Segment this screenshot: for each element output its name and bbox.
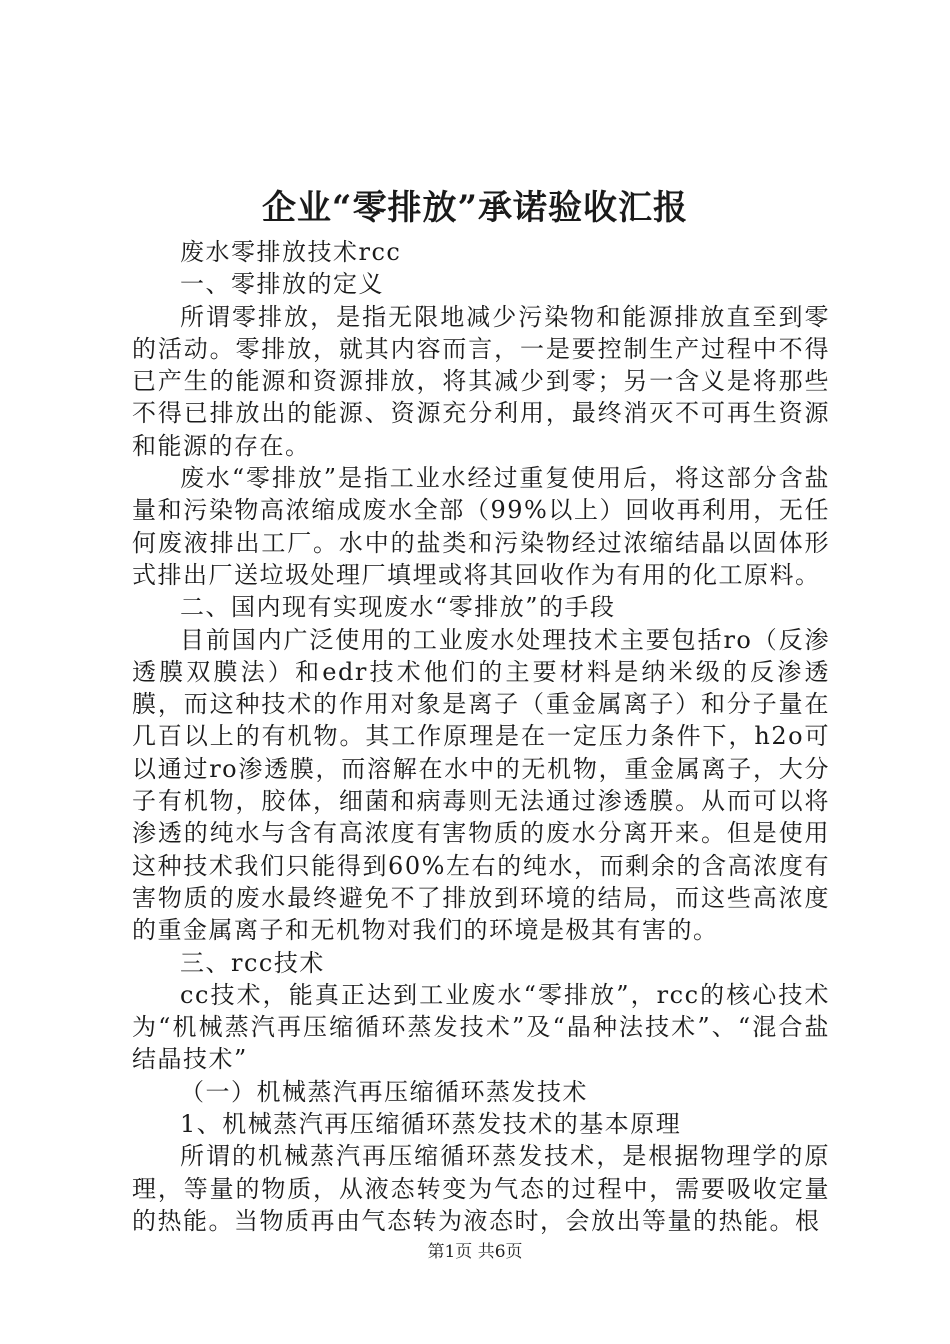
section-heading-domestic-methods: 二、国内现有实现废水“零排放”的手段 (180, 593, 616, 622)
subsection-heading: （一）机械蒸汽再压缩循环蒸发技术 (180, 1077, 588, 1106)
subsection-heading: 1、机械蒸汽再压缩循环蒸发技术的基本原理 (180, 1110, 682, 1139)
document-body (132, 236, 830, 1237)
section-heading-rcc: 三、rcc技术 (180, 948, 325, 977)
section-heading-definition: 一、零排放的定义 (180, 270, 384, 299)
subtitle-paragraph: 废水零排放技术rcc (180, 238, 402, 266)
page-number-footer: 第1页 共6页 (427, 1242, 523, 1262)
document-title: 企业“零排放”承诺验收汇报 (261, 188, 689, 228)
body-paragraph: 目前国内广泛使用的工业废水处理技术主要包括ro（反渗透膜双膜法）和edr技术他们的主要材料是纳米级的反渗透膜，而这种技术的作用对象是离子（重金属离子）和分子量在几百以上的有机物。其工作原理是在一定压力条件下，h2o可以通过ro渗透膜，而溶解在水中的无机物，重金属离子，大分子有机物，胶体，细菌和病毒则无法通过渗透膜。从而可以将渗透的纯水与含有高浓度有害物质的废水分离开来。但是使用这种技术我们只能得到60%左右的纯水，而剩余的含高浓度有害物质的废水最终避免不了排放到环境的结局，而这些高浓度的重金属离子和无机物对我们的环境是极其有害的。 (132, 625, 830, 945)
body-paragraph: 所谓的机械蒸汽再压缩循环蒸发技术，是根据物理学的原理，等量的物质，从液态转变为气态的过程中，需要吸收定量的热能。当物质再由气态转为液态时，会放出等量的热能。根 (132, 1142, 830, 1235)
body-paragraph: 所谓零排放，是指无限地减少污染物和能源排放直至到零的活动。零排放，就其内容而言，一是要控制生产过程中不得已产生的能源和资源排放，将其减少到零；另一含义是将那些不得已排放出的能源、资源充分利用，最终消灭不可再生资源和能源的存在。 (132, 302, 830, 460)
body-paragraph: 废水“零排放”是指工业水经过重复使用后，将这部分含盐量和污染物高浓缩成废水全部（99%以上）回收再利用，无任何废液排出工厂。水中的盐类和污染物经过浓缩结晶以固体形式排出厂送垃圾处理厂填埋或将其回收作为有用的化工原料。 (132, 464, 830, 589)
body-paragraph: cc技术，能真正达到工业废水“零排放”，rcc的核心技术为“机械蒸汽再压缩循环蒸发技术”及“晶种法技术”、“混合盐结晶技术” (132, 980, 830, 1074)
